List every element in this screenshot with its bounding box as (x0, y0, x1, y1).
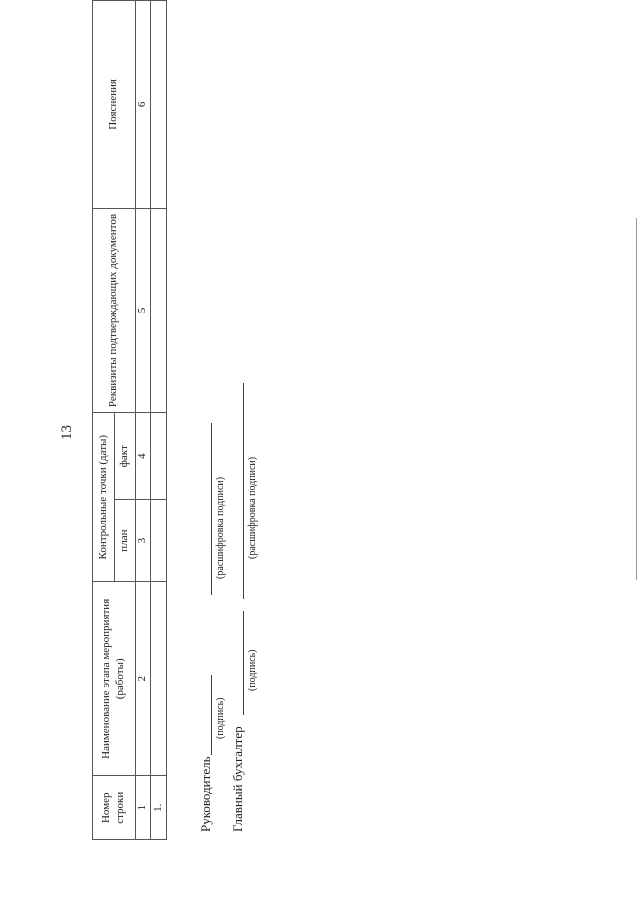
column-number: 4 (136, 413, 151, 500)
header-plan: план (115, 500, 136, 582)
header-fact: факт (115, 413, 136, 500)
header-control-points: Контрольные точки (даты) (93, 413, 115, 582)
accountant-signature-line (243, 611, 244, 715)
accountant-decode-line (243, 383, 244, 599)
head-signature-caption: (подпись) (215, 697, 226, 739)
row-plan-cell (151, 500, 167, 582)
head-signature-line (211, 675, 212, 755)
control-points-table (92, 0, 167, 840)
page-number: 13 (59, 425, 75, 440)
column-number: 5 (136, 208, 151, 413)
column-number: 2 (136, 582, 151, 776)
accountant-label: Главный бухгалтер (230, 726, 245, 832)
head-decode-line (211, 423, 212, 595)
header-documents: Реквизиты подтверждающих документов (93, 208, 136, 413)
head-label: Руководитель (198, 756, 213, 832)
row-fact-cell (151, 413, 167, 500)
table-row (151, 1, 167, 840)
accountant-signature-caption: (подпись) (247, 649, 258, 691)
head-decode-caption: (расшифровка подписи) (215, 476, 226, 579)
column-number: 1 (136, 776, 151, 840)
accountant-decode-caption: (расшифровка подписи) (247, 456, 258, 559)
column-number: 3 (136, 500, 151, 582)
row-stage-cell (151, 582, 167, 776)
row-documents-cell (151, 208, 167, 413)
header-stage-name: Наименование этапа мероприятия (работы) (93, 582, 136, 776)
header-explanations: Пояснения (93, 1, 136, 209)
column-number: 6 (136, 1, 151, 209)
header-row-number: Номер строки (93, 776, 136, 840)
row-explanations-cell (151, 1, 167, 209)
row-number-cell: 1. (151, 776, 167, 840)
